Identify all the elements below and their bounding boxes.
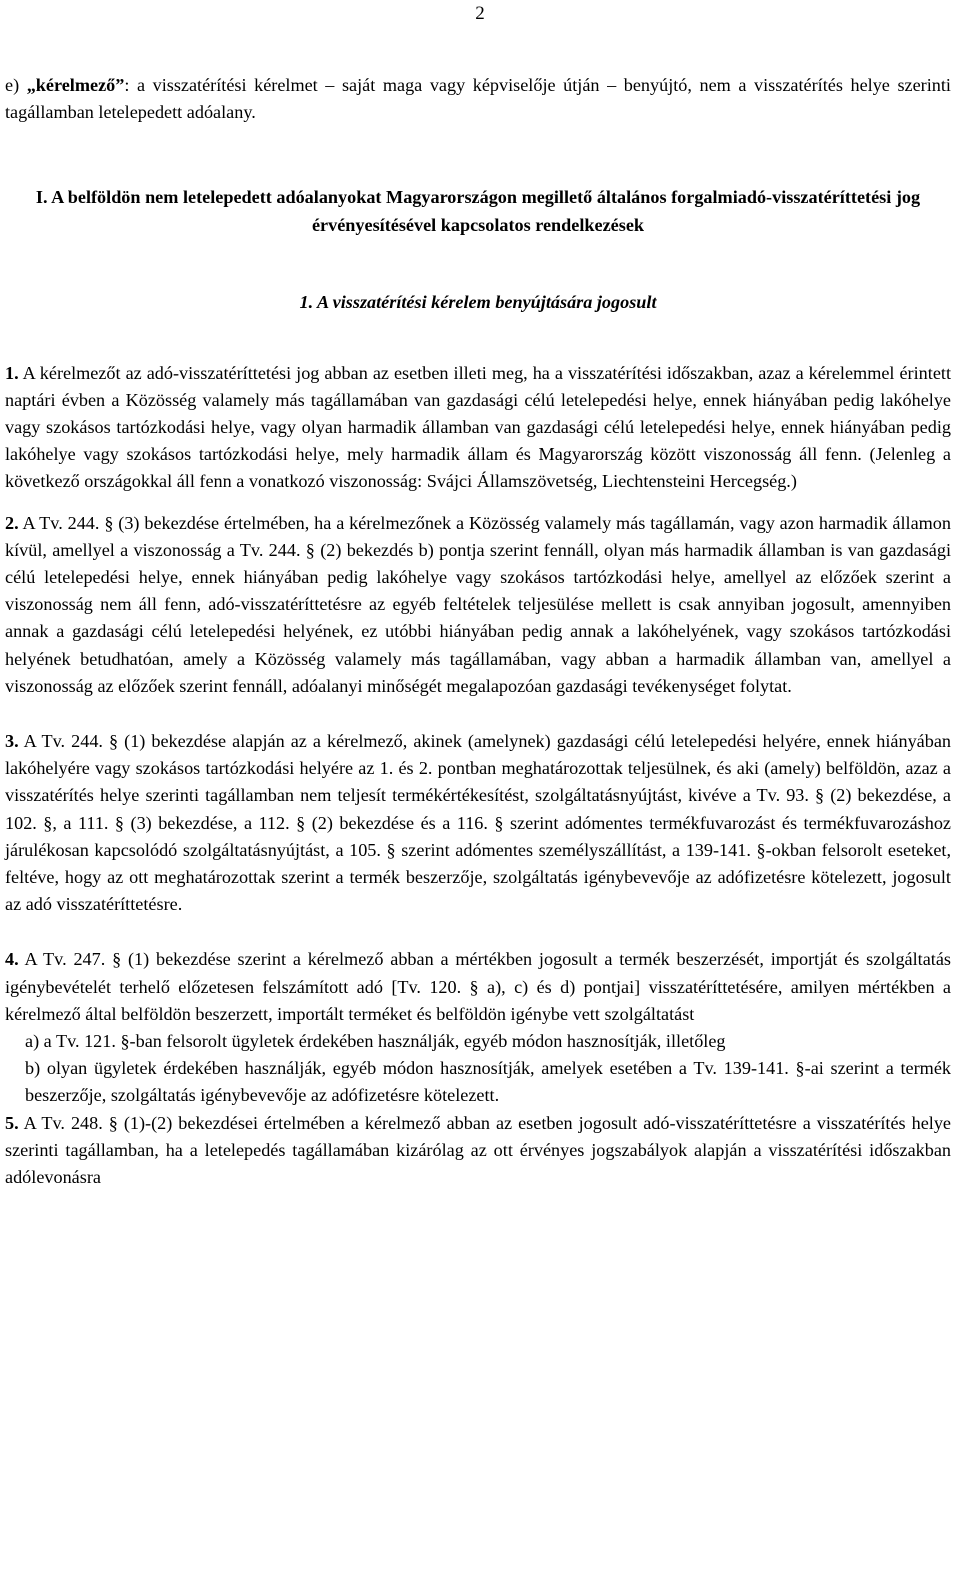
- point-1-text: A kérelmezőt az adó-visszatéríttetési jog abban az esetben illeti meg, ha a visszatérítési időszakban, azaz a kérelemmel érintett naptári évben a Közösség valamely más tagállamában van gazdasági célú letelepedési helye, ennek hiányában pedig lakóhelye vagy szokásos tartózkodási helye, vagy olyan harmadik államban van gazdasági célú letelepedési helye, ennek hiányában pedig lakóhelye vagy szokásos tartózkodási helye, mely harmadik állam és Magyarország között viszonosság áll fenn. (Jelenleg a következő országokkal áll fenn a vonatkozó viszonosság: Svájci Államszövetség, Liechtensteini Hercegség.): [5, 362, 951, 492]
- definition-e: [5, 72, 951, 126]
- point-3: [5, 728, 951, 918]
- definition-term: „kérelmező”: [26, 75, 125, 95]
- point-3-number: 3.: [5, 731, 19, 752]
- point-1: [5, 360, 951, 496]
- point-5-text: A Tv. 248. § (1)-(2) bekezdései értelmében a kérelmező abban az esetben jogosult adó-visszatéríttetésre a visszatérítés helye szerinti tagállamban, ha a letelepedés tagállamában kizárólag az ott érvényes jogszabályok alapján a visszatérítési időszakban adólevonásra: [5, 1112, 951, 1188]
- point-2-text: A Tv. 244. § (3) bekezdése értelmében, ha a kérelmezőnek a Közösség valamely más tagállamán, vagy azon harmadik államon kívül, amellyel a viszonosság a Tv. 244. § (2) bekezdés b) pontja szerint fennáll, olyan más harmadik államban is van gazdasági célú letelepedési helye, ennek hiányában pedig lakóhelye vagy szokásos tartózkodási helye, amellyel az előzőek szerint a viszonosság nem áll fenn, adó-visszatéríttetésre az egyéb feltételek teljesülése mellett is csak annyiban jogosult, amennyiben annak a gazdasági célú letelepedési helyének, ez utóbbi hiányában pedig annak a lakóhelyének, vagy szokásos tartózkodási helyének betudhatóan, amely a Közösség valamely más tagállamában, vagy abban a harmadik államban van, amellyel a viszonosság az előzőek szerint fennáll, adóalanyi minőségét megalapozóan gazdasági tevékenységet folytat.: [5, 512, 951, 696]
- section-heading: I. A belföldön nem letelepedett adóalanyokat Magyarországon megillető általános forgalmiadó-visszatéríttetési jog érvényesítésével kapcsolatos rendelkezések: [35, 187, 921, 235]
- point-5-number: 5.: [5, 1112, 19, 1133]
- point-4-sub-a: a) a Tv. 121. §-ban felsorolt ügyletek érdekében használják, egyéb módon hasznosítják, illetőleg: [25, 1031, 726, 1052]
- point-4-number: 4.: [5, 949, 19, 970]
- point-2: [5, 510, 951, 700]
- document-body: [5, 72, 951, 1191]
- point-2-number: 2.: [5, 512, 19, 533]
- page-number: 2: [475, 3, 485, 24]
- point-4-text: A Tv. 247. § (1) bekezdése szerint a kérelmező abban a mértékben jogosult a termék beszerzését, importját és szolgáltatás igénybevételét terhelő előzetesen felszámított adó [Tv. 120. § a), c) és d) pontjai] visszatéríttetésére, amilyen mértékben a kérelmező által belföldön beszerzett, importált terméket és belföldön igénybe vett szolgáltatást: [5, 949, 951, 1024]
- subsection-heading: 1. A visszatérítési kérelem benyújtására jogosult: [299, 292, 657, 313]
- definition-text: : a visszatérítési kérelmet – saját maga vagy képviselője útján – benyújtó, nem a visszatérítés helye szerinti tagállamban letelepedett adóalany.: [5, 75, 951, 123]
- point-1-number: 1.: [5, 362, 19, 383]
- point-3-text: A Tv. 244. § (1) bekezdése alapján az a kérelmező, akinek (amelynek) gazdasági célú letelepedési helyére, ennek hiányában lakóhelyére vagy szokásos tartózkodási helyére az 1. és 2. pontban meghatározottak teljesülnek, és aki (amely) belföldön, azaz a visszatérítés helye szerinti tagállamban nem teljesít termékértékesítést, szolgáltatásnyújtást, kivéve a Tv. 93. § (2) bekezdése, a 102. §, a 111. § (3) bekezdése, a 112. § (2) bekezdése és a 116. § szerint adómentes termékfuvarozást és termékfuvarozáshoz járulékosan kapcsolódó szolgáltatásnyújtást, a 105. § szerint adómentes személyszállítást, a 139-141. §-okban felsorolt eseteket, feltéve, hogy az ott meghatározottak szerint a termék beszerzője, szolgáltatás igénybevevője az adófizetésre kötelezett, jogosult az adó visszatéríttetésre.: [5, 731, 951, 915]
- point-5: [5, 1110, 951, 1192]
- definition-label: e): [5, 75, 27, 95]
- point-4: [5, 946, 951, 1028]
- point-4-sub-b: b) olyan ügyletek érdekében használják, egyéb módon hasznosítják, amelyek esetében a Tv. 139-141. §-ai szerint a termék beszerzője, szolgáltatás igénybevevője az adófizetésre kötelezett.: [25, 1058, 951, 1106]
